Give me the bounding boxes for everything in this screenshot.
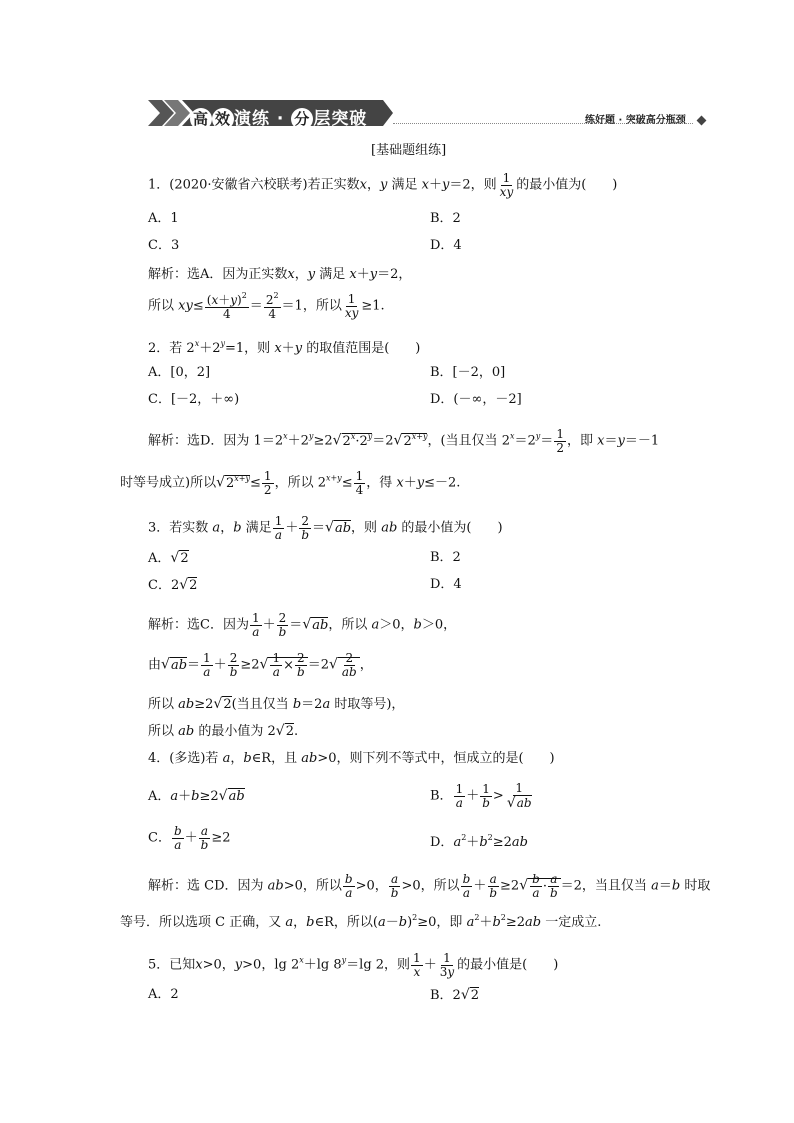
q2-option-b: B．[－2，0] bbox=[430, 365, 506, 380]
q3-solution-line2: 由√ab＝ $\frac{1}{a}$ ＋ $\frac{2}{b}$ ≥2√ $\frac{1}{a}$ × $\frac{2}{b}$ ＝2√ $\frac{2}{ab}$ ， bbox=[148, 651, 373, 679]
q2-stem: 2．若 $2^x+2^y=1$，则 x＋y 的取值范围是( ) bbox=[148, 339, 421, 356]
header-char-yanlian: 演练 bbox=[234, 109, 270, 129]
header-char-gao: 高 bbox=[190, 108, 212, 130]
q1-option-a: A．1 bbox=[148, 211, 179, 226]
q5-option-b: B．2√2 bbox=[430, 987, 480, 1003]
q1-solution-line2: 所以 xy≤ $\frac{(x+y)^2}{4}$ ＝ $\frac{2^2}{4}$ ＝1，所以 $\frac{1}{xy}$ ≥1. bbox=[148, 291, 385, 321]
q2-solution-line2: 时等号成立)所以$√2^{x+y}\le$ $\frac{1}{2}$ ，所以 $2^{x+y}\le$ $\frac{1}{4}$ ，得 x＋y≤－2. bbox=[120, 469, 461, 497]
q2-option-c: C．[－2，＋∞) bbox=[148, 392, 240, 407]
q4-option-c: C． $\frac{b}{a}$ ＋ $\frac{a}{b}$ ≥2 bbox=[148, 824, 231, 852]
q1-solution-line1: 解析：选A．因为正实数x，y 满足 x＋y＝2， bbox=[148, 267, 412, 282]
header-tagline: 练好题 · 突破高分瓶颈 bbox=[585, 115, 686, 126]
diamond-icon bbox=[697, 116, 707, 126]
header-dot: · bbox=[276, 109, 285, 129]
q2-option-d: D．(－∞，－2] bbox=[430, 392, 522, 407]
q3-option-c: C．2√2 bbox=[148, 577, 198, 593]
q1-option-c: C．3 bbox=[148, 238, 180, 253]
q3-stem: 3．若实数 a，b 满足 $\frac{1}{a}$ ＋ $\frac{2}{b}$ ＝√ab，则 ab 的最小值为( ) bbox=[148, 514, 503, 542]
header-char-fen: 分 bbox=[291, 108, 313, 130]
q3-option-a: A．√2 bbox=[148, 550, 189, 566]
q5-option-a: A．2 bbox=[148, 987, 179, 1002]
q4-option-d: D．$a^2+b^2\ge 2ab$ bbox=[430, 833, 528, 850]
q4-option-b: B． $\frac{1}{a}$ ＋ $\frac{1}{b}$ > $\frac{1}{√ab}$ bbox=[430, 781, 532, 811]
header-band bbox=[148, 100, 393, 129]
q4-option-a: A．a＋b≥2√ab bbox=[148, 788, 245, 804]
q1-stem: 1．(2020·安徽省六校联考)若正实数x，y 满足 x＋y＝2，则 $\frac{1}{xy}$ 的最小值为( ) bbox=[148, 171, 618, 199]
q1-option-b: B．2 bbox=[430, 211, 461, 226]
q4-stem: 4．(多选)若 a，b∈R，且 ab>0，则下列不等式中，恒成立的是( ) bbox=[148, 751, 555, 766]
q3-solution-line3: 所以 ab≥2√2(当且仅当 b＝2a 时取等号)， bbox=[148, 696, 405, 712]
q3-option-b: B．2 bbox=[430, 550, 461, 565]
q1-option-d: D．4 bbox=[430, 238, 462, 253]
header-char-ceng: 层 bbox=[313, 109, 332, 129]
q4-solution-line1: 解析：选 CD．因为 ab>0，所以 $\frac{b}{a}$ >0， $\frac{a}{b}$ >0，所以 $\frac{b}{a}$ ＋ $\frac{a}{b}$ ≥2√ $\frac{b}{a}$ · $\frac{a}{b}$ ＝2，当且仅当 a＝b 时取 bbox=[148, 872, 711, 900]
q5-stem: 5．已知x>0，y>0，$\lg 2^x+\lg$ $8^y=\lg$ 2，则 $\frac{1}{x}$ ＋ $\frac{1}{3y}$ 的最小值是( ) bbox=[148, 951, 559, 979]
q2-option-a: A．[0，2] bbox=[148, 365, 211, 380]
q3-solution-line1: 解析：选C．因为 $\frac{1}{a}$ ＋ $\frac{2}{b}$ ＝√ab，所以 a＞0，b＞0， bbox=[148, 611, 457, 639]
q4-solution-line2: 等号．所以选项 C 正确，又 a，b∈R，所以$(a-b)^2\ge 0$，即 $a^2+b^2\ge 2ab$ 一定成立. bbox=[120, 913, 602, 930]
section-title: [基础题组练] bbox=[371, 143, 447, 158]
q3-option-d: D．4 bbox=[430, 577, 462, 592]
q2-solution-line1: 解析：选D．因为 $1=2^x+2^y\ge 2√2^x\cdot 2^y=2√2^{x+y}$，(当且仅当 $2^x=2^y=$ $\frac{1}{2}$ ，即 x＝y＝－1 bbox=[148, 427, 660, 455]
header-char-tupo: 突破 bbox=[331, 109, 368, 129]
q3-solution-line4: 所以 ab 的最小值为 2√2. bbox=[148, 723, 299, 739]
header-title bbox=[190, 104, 367, 130]
header-char-xiao: 效 bbox=[212, 108, 234, 130]
